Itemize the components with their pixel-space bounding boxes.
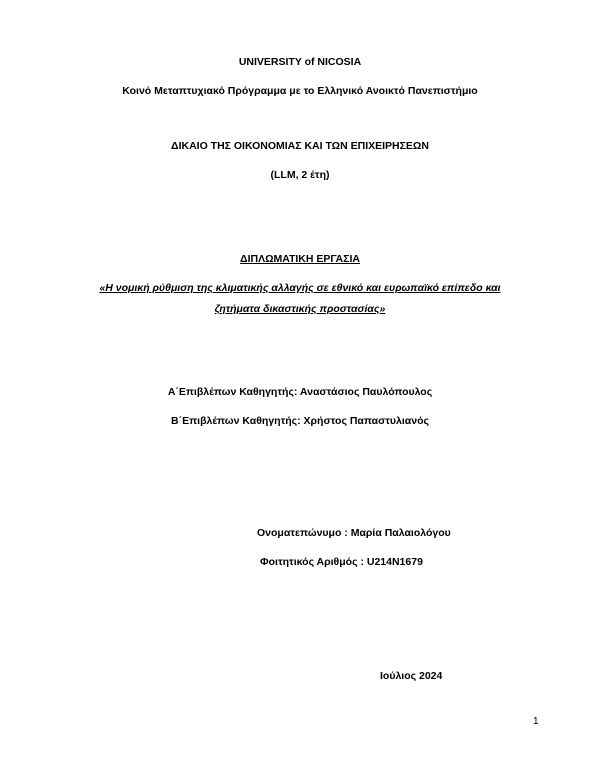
first-supervisor: Α΄Επιβλέπων Καθηγητής: Αναστάσιος Παυλόπουλος — [167, 386, 433, 398]
thesis-title-line-1: «Η νομική ρύθμιση της κλιματικής αλλαγής σε εθνικό και ευρωπαϊκό επίπεδο και — [99, 282, 501, 294]
thesis-title-line-2: ζητήματα δικαστικής προστασίας» — [214, 303, 386, 315]
degree-info: (LLM, 2 έτη) — [270, 169, 330, 181]
thesis-label: ΔΙΠΛΩΜΑΤΙΚΗ ΕΡΓΑΣΙΑ — [240, 253, 360, 265]
second-supervisor: Β΄Επιβλέπων Καθηγητής: Χρήστος Παπαστυλιανός — [171, 415, 429, 427]
page-number: 1 — [533, 716, 539, 727]
date: Ιούλιος 2024 — [380, 670, 443, 682]
university-name: UNIVERSITY of NICOSIA — [238, 56, 362, 68]
student-id: Φοιτητικός Αριθμός : U214N1679 — [260, 556, 423, 568]
student-name: Ονοματεπώνυμο : Μαρία Παλαιολόγου — [257, 527, 451, 539]
program-name: Κοινό Μεταπτυχιακό Πρόγραμμα με το Ελληνικό Ανοικτό Πανεπιστήμιο — [122, 85, 478, 97]
course-name: ΔΙΚΑΙΟ ΤΗΣ ΟΙΚΟΝΟΜΙΑΣ ΚΑΙ ΤΩΝ ΕΠΙΧΕΙΡΗΣΕΩΝ — [171, 140, 429, 152]
